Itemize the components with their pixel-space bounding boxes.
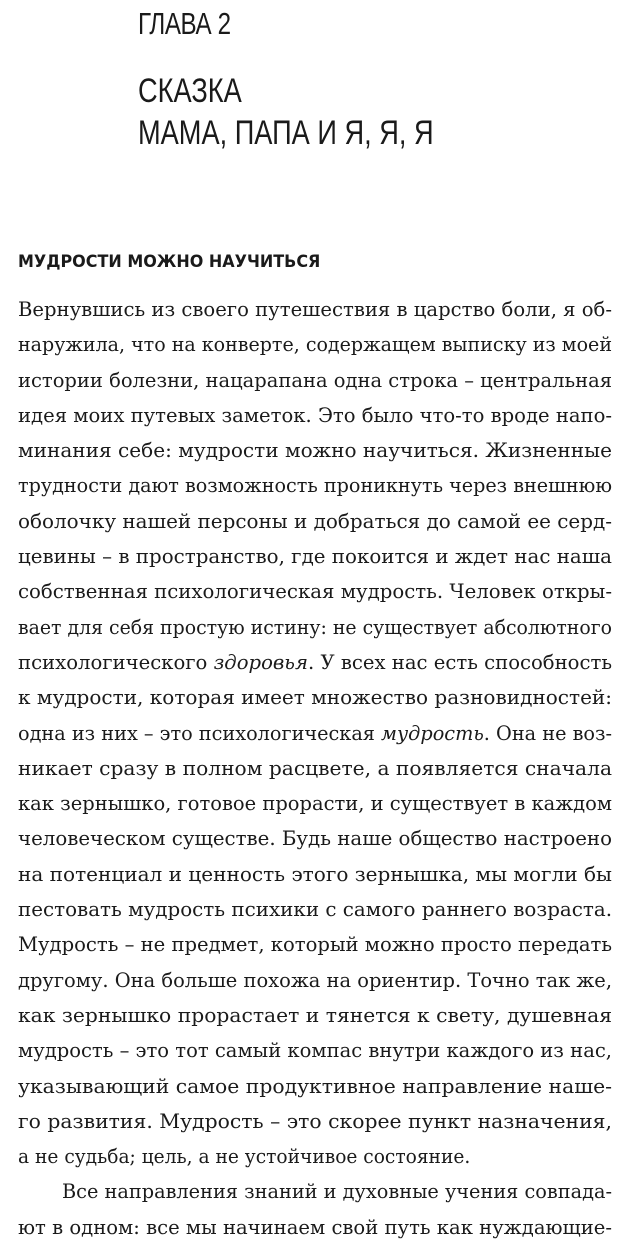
chapter-title [138,70,434,154]
body-line: вает для себя простую истину: не существует абсолютного [18,614,612,639]
body-line: цевины – в пространство, где покоится и ждет нас наша [18,544,612,569]
body-line: человеческом существе. Будь наше общество настроено [18,826,612,851]
body-line: оболочку нашей персоны и добраться до самой ее серд- [18,508,612,533]
body-line: мудрость – это тот самый компас внутри каждого из нас, [18,1038,612,1063]
body-line: наружила, что на конверте, содержащем выписку из моей [18,332,612,357]
body-line: указывающий самое продуктивное направление наше- [18,1073,612,1098]
section-heading: МУДРОСТИ МОЖНО НАУЧИТЬСЯ [18,252,321,272]
body-line: собственная психологическая мудрость. Человек откры- [18,579,612,604]
body-line: истории болезни, нацарапана одна строка – центральная [18,367,612,392]
chapter-title-line-2: МАМА, ПАПА И Я, Я, Я [138,114,434,152]
body-line: другому. Она больше похожа на ориентир. Точно так же, [18,967,612,992]
body-line: на потенциал и ценность этого зернышка, мы могли бы [18,861,612,886]
body-line: как зернышко прорастает и тянется к свету, душевная [18,1002,612,1027]
body-line: минания себе: мудрости можно научиться. Жизненные [18,438,612,463]
chapter-title-line-1: СКАЗКА [138,72,242,110]
body-line: ют в одном: все мы начинаем свой путь как нуждающие- [18,1214,612,1239]
body-line: Все направления знаний и духовные учения совпада- [62,1179,612,1204]
body-line: как зернышко, готовое прорасти, и существует в каждом [18,791,612,816]
chapter-label: ГЛАВА 2 [138,6,231,41]
body-line: к мудрости, которая имеет множество разновидностей: [18,685,612,710]
body-line: никает сразу в полном расцвете, а появляется сначала [18,755,612,780]
body-line: пестовать мудрость психики с самого раннего возраста. [18,897,612,922]
body-line: психологического здоровья. У всех нас есть способность [18,649,612,674]
body-line: Вернувшись из своего путешествия в царство боли, я об- [18,297,612,321]
body-line: го развития. Мудрость – это скорее пункт назначения, [18,1108,612,1133]
body-line: идея моих путевых заметок. Это было что-то вроде напо- [18,402,612,427]
body-line: Мудрость – не предмет, который можно просто передать [18,932,612,957]
body-line: трудности дают возможность проникнуть через внешнюю [18,473,612,498]
body-line: а не судьба; цель, а не устойчивое состояние. [18,1144,471,1169]
body-text [18,292,612,1245]
body-line: одна из них – это психологическая мудрость. Она не воз- [18,720,612,745]
